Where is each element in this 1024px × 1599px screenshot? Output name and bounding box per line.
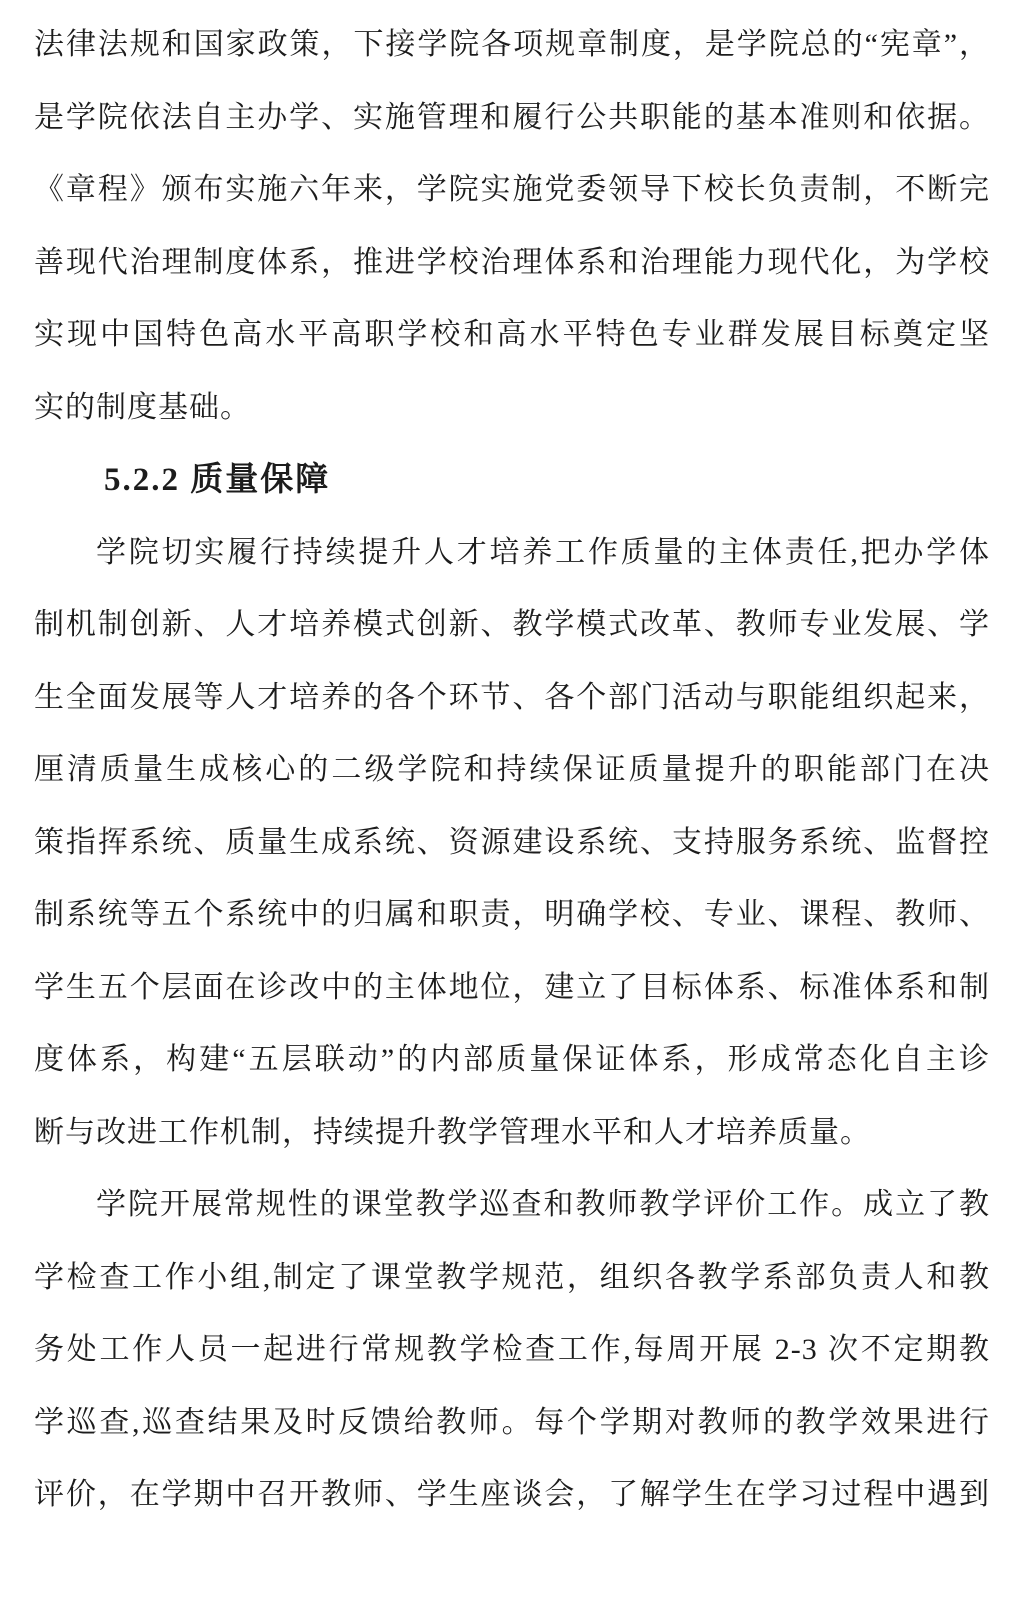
body-line: 学院切实履行持续提升人才培养工作质量的主体责任,把办学体 bbox=[96, 535, 990, 569]
body-line: 制机制创新、人才培养模式创新、教学模式改革、教师专业发展、学 bbox=[34, 608, 990, 641]
body-line: 制系统等五个系统中的归属和职责，明确学校、专业、课程、教师、 bbox=[34, 898, 990, 931]
body-line: 厘清质量生成核心的二级学院和持续保证质量提升的职能部门在决 bbox=[34, 753, 990, 786]
body-line: 学检查工作小组,制定了课堂教学规范，组织各教学系部负责人和教 bbox=[34, 1260, 990, 1294]
body-line: 学院开展常规性的课堂教学巡查和教师教学评价工作。成立了教 bbox=[96, 1188, 990, 1221]
paragraph-2 bbox=[34, 517, 990, 1170]
body-line: 度体系，构建“五层联动”的内部质量保证体系，形成常态化自主诊 bbox=[34, 1043, 990, 1076]
body-line: 《章程》颁布实施六年来，学院实施党委领导下校长负责制，不断完 bbox=[34, 173, 990, 206]
body-line: 学巡查,巡查结果及时反馈给教师。每个学期对教师的教学效果进行 bbox=[34, 1405, 990, 1439]
body-line: 实现中国特色高水平高职学校和高水平特色专业群发展目标奠定坚 bbox=[34, 318, 990, 351]
body-line: 是学院依法自主办学、实施管理和履行公共职能的基本准则和依据。 bbox=[34, 100, 990, 134]
body-line: 评价，在学期中召开教师、学生座谈会，了解学生在学习过程中遇到 bbox=[34, 1478, 990, 1511]
section-heading: 5.2.2 质量保障 bbox=[104, 462, 331, 498]
body-line: 善现代治理制度体系，推进学校治理体系和治理能力现代化，为学校 bbox=[34, 245, 990, 279]
body-line: 断与改进工作机制，持续提升教学管理水平和人才培养质量。 bbox=[34, 1115, 871, 1149]
body-line: 实的制度基础。 bbox=[34, 390, 251, 424]
body-line: 策指挥系统、质量生成系统、资源建设系统、支持服务系统、监督控 bbox=[34, 825, 990, 859]
body-line: 法律法规和国家政策，下接学院各项规章制度，是学院总的“宪章”， bbox=[34, 28, 990, 61]
body-line: 务处工作人员一起进行常规教学检查工作,每周开展 2-3 次不定期教 bbox=[34, 1333, 990, 1366]
paragraph-3 bbox=[34, 1169, 990, 1532]
body-line: 生全面发展等人才培养的各个环节、各个部门活动与职能组织起来， bbox=[34, 680, 990, 714]
paragraph-1 bbox=[34, 9, 990, 444]
body-line: 学生五个层面在诊改中的主体地位，建立了目标体系、标准体系和制 bbox=[34, 970, 990, 1004]
